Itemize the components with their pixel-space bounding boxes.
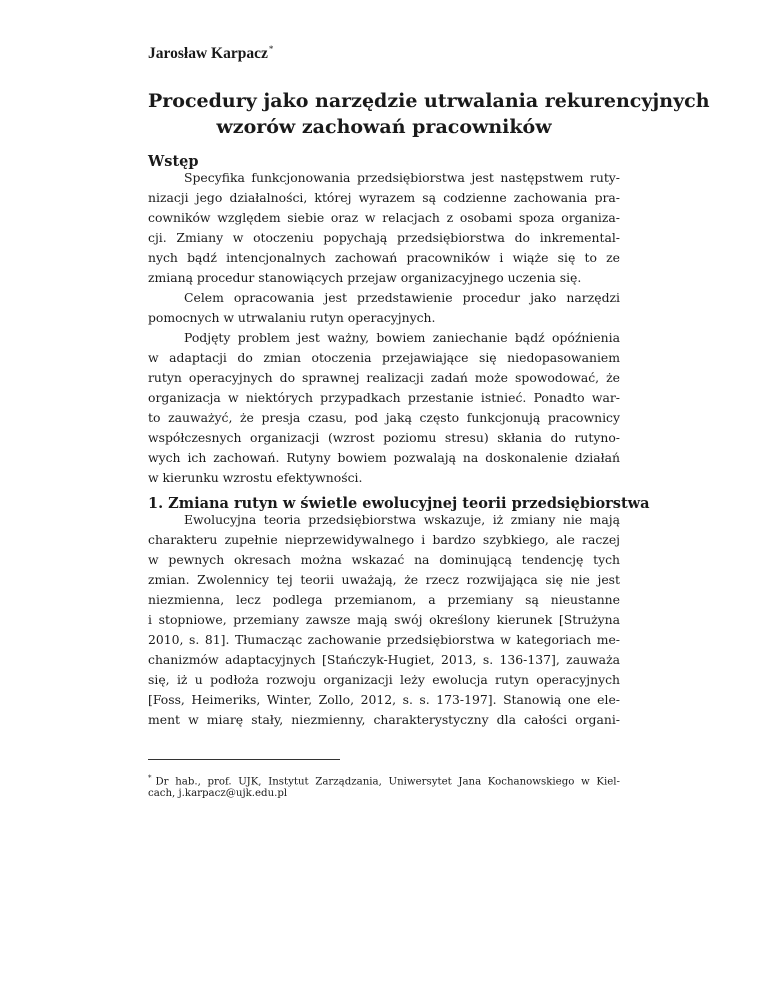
text-line: w kierunku wzrostu efektywności. [148,470,363,485]
footnote-text: Dr hab., prof. UJK, Instytut Zarządzania, Uniwersytet Jana Kochanowskiego w Kiel- [155,776,620,788]
text-line: charakteru zupełnie nieprzewidywalnego i bardzo szybkiego, ale raczej [148,532,620,547]
text-line: w pewnych okresach można wskazać na dominującą tendencję tych [148,552,620,567]
text-line: zmianą procedur stanowiących przejaw organizacyjnego uczenia się. [148,270,582,285]
text-line: się, iż u podłoża rozwoju organizacji leży ewolucja rutyn operacyjnych [148,672,620,687]
text-line: ment w miarę stały, niezmienny, charakterystyczny dla całości organi- [148,712,620,727]
section-heading-1: 1. Zmiana rutyn w świetle ewolucyjnej teorii przedsiębiorstwa [148,495,650,512]
text-line: rutyn operacyjnych do sprawnej realizacji zadań może spowodować, że [148,370,620,385]
text-line: Ewolucyjna teoria przedsiębiorstwa wskazuje, iż zmiany nie mają [184,512,620,527]
text-line: chanizmów adaptacyjnych [Stańczyk-Hugiet, 2013, s. 136-137], zauważa [148,652,620,667]
text-line: Specyfika funkcjonowania przedsiębiorstwa jest następstwem ruty- [184,170,620,185]
text-line: cji. Zmiany w otoczeniu popychają przedsiębiorstwa do inkremental- [148,230,620,245]
text-line: organizacja w niektórych przypadkach przestanie istnieć. Ponadto war- [148,390,620,405]
footnote-line [148,770,620,786]
footnote-line: cach, j.karpacz@ujk.edu.pl [148,788,288,799]
title-line: Procedury jako narzędzie utrwalania rekurencyjnych [148,90,710,112]
text-line: współczesnych organizacji (wzrost poziomu stresu) skłania do rutyno- [148,430,620,445]
footnote-separator [148,759,340,760]
article-title [148,88,710,140]
title-line: wzorów zachowań pracowników [216,116,552,138]
footnote [148,770,620,802]
text-line: [Foss, Heimeriks, Winter, Zollo, 2012, s. s. 173-197]. Stanowią one ele- [148,692,620,707]
text-line: nych bądź intencjonalnych zachowań pracowników i wiąże się to ze [148,250,620,265]
text-line: pomocnych w utrwalaniu rutyn operacyjnych. [148,310,436,325]
footnote-mark: * [148,774,152,782]
text-line: Podjęty problem jest ważny, bowiem zaniechanie bądź opóźnienia [184,330,620,345]
text-line: w adaptacji do zmian otoczenia przejawiające się niedopasowaniem [148,350,620,365]
section1-body [148,510,620,730]
text-line: zmian. Zwolennicy tej teorii uważają, że rzecz rozwijająca się nie jest [148,572,620,587]
text-line: nizacji jego działalności, której wyrazem są codzienne zachowania pra- [148,190,620,205]
text-line: wych ich zachowań. Rutyny bowiem pozwalają na doskonalenie działań [148,450,620,465]
text-line: 2010, s. 81]. Tłumacząc zachowanie przedsiębiorstwa w kategoriach me- [148,632,620,647]
text-line: to zauważyć, że presja czasu, pod jaką często funkcjonują pracownicy [148,410,620,425]
author-footnote-mark: * [268,44,274,54]
section-heading-intro: Wstęp [148,153,199,170]
intro-body [148,168,620,488]
author-name-text: Jarosław Karpacz [148,45,268,63]
text-line: Celem opracowania jest przedstawienie procedur jako narzędzi [184,290,620,305]
text-line: cowników względem siebie oraz w relacjach z osobami spoza organiza- [148,210,620,225]
text-line: i stopniowe, przemiany zawsze mają swój określony kierunek [Strużyna [148,612,620,627]
author-name [148,44,273,63]
text-line: niezmienna, lecz podlega przemianom, a przemiany są nieustanne [148,592,620,607]
